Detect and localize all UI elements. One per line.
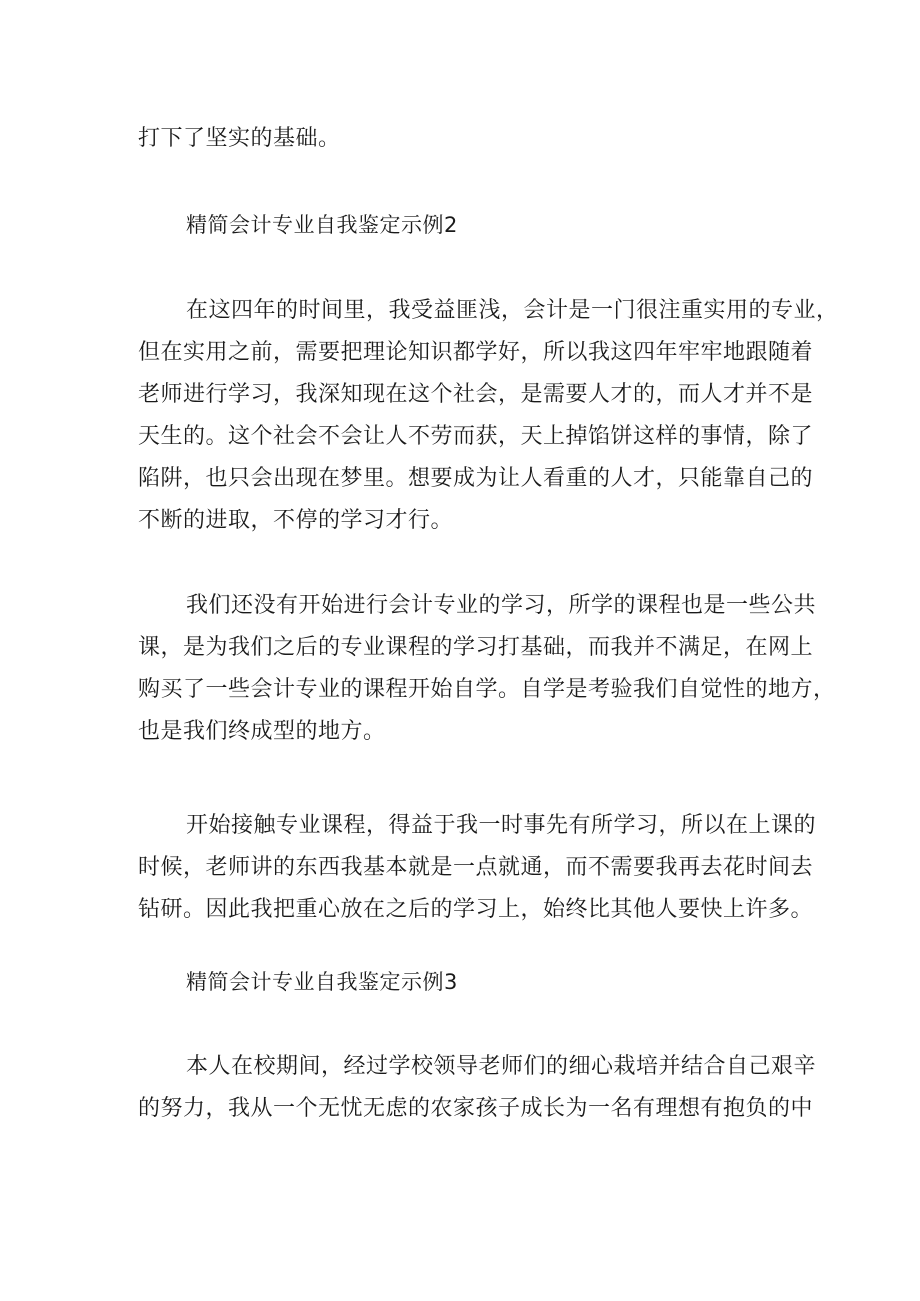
section-heading-2: 精简会计专业自我鉴定示例2 [186,213,458,237]
paragraph-line: 课，是为我们之后的专业课程的学习打基础，而我并不满足，在网上 [138,635,814,660]
paragraph-line: 本人在校期间，经过学校领导老师们的细心栽培并结合自己艰辛 [186,1054,817,1079]
paragraph-line: 也是我们终成型的地方。 [138,719,386,744]
paragraph-line: 购买了一些会计专业的课程开始自学。自学是考验我们自觉性的地方， [138,677,836,702]
intro-line: 打下了坚实的基础。 [138,126,341,151]
paragraph-line: 陷阱，也只会出现在梦里。想要成为让人看重的人才，只能靠自己的 [138,466,814,491]
paragraph-line: 钻研。因此我把重心放在之后的学习上，始终比其他人要快上许多。 [138,897,814,922]
section-heading-3: 精简会计专业自我鉴定示例3 [186,970,458,994]
paragraph-line: 但在实用之前，需要把理论知识都学好，所以我这四年牢牢地跟随着 [138,340,814,365]
paragraph-line: 天生的。这个社会不会让人不劳而获，天上掉馅饼这样的事情，除了 [138,424,814,449]
paragraph-line: 我们还没有开始进行会计专业的学习，所学的课程也是一些公共 [186,593,817,618]
paragraph-line: 老师进行学习，我深知现在这个社会，是需要人才的，而人才并不是 [138,382,814,407]
paragraph-line: 的努力，我从一个无忧无虑的农家孩子成长为一名有理想有抱负的中 [138,1096,814,1121]
paragraph-line: 时候，老师讲的东西我基本就是一点就通，而不需要我再去花时间去 [138,855,814,880]
paragraph-line: 在这四年的时间里，我受益匪浅，会计是一门很注重实用的专业， [186,298,839,323]
paragraph-line: 开始接触专业课程，得益于我一时事先有所学习，所以在上课的 [186,813,817,838]
paragraph-line: 不断的进取，不停的学习才行。 [138,508,454,533]
